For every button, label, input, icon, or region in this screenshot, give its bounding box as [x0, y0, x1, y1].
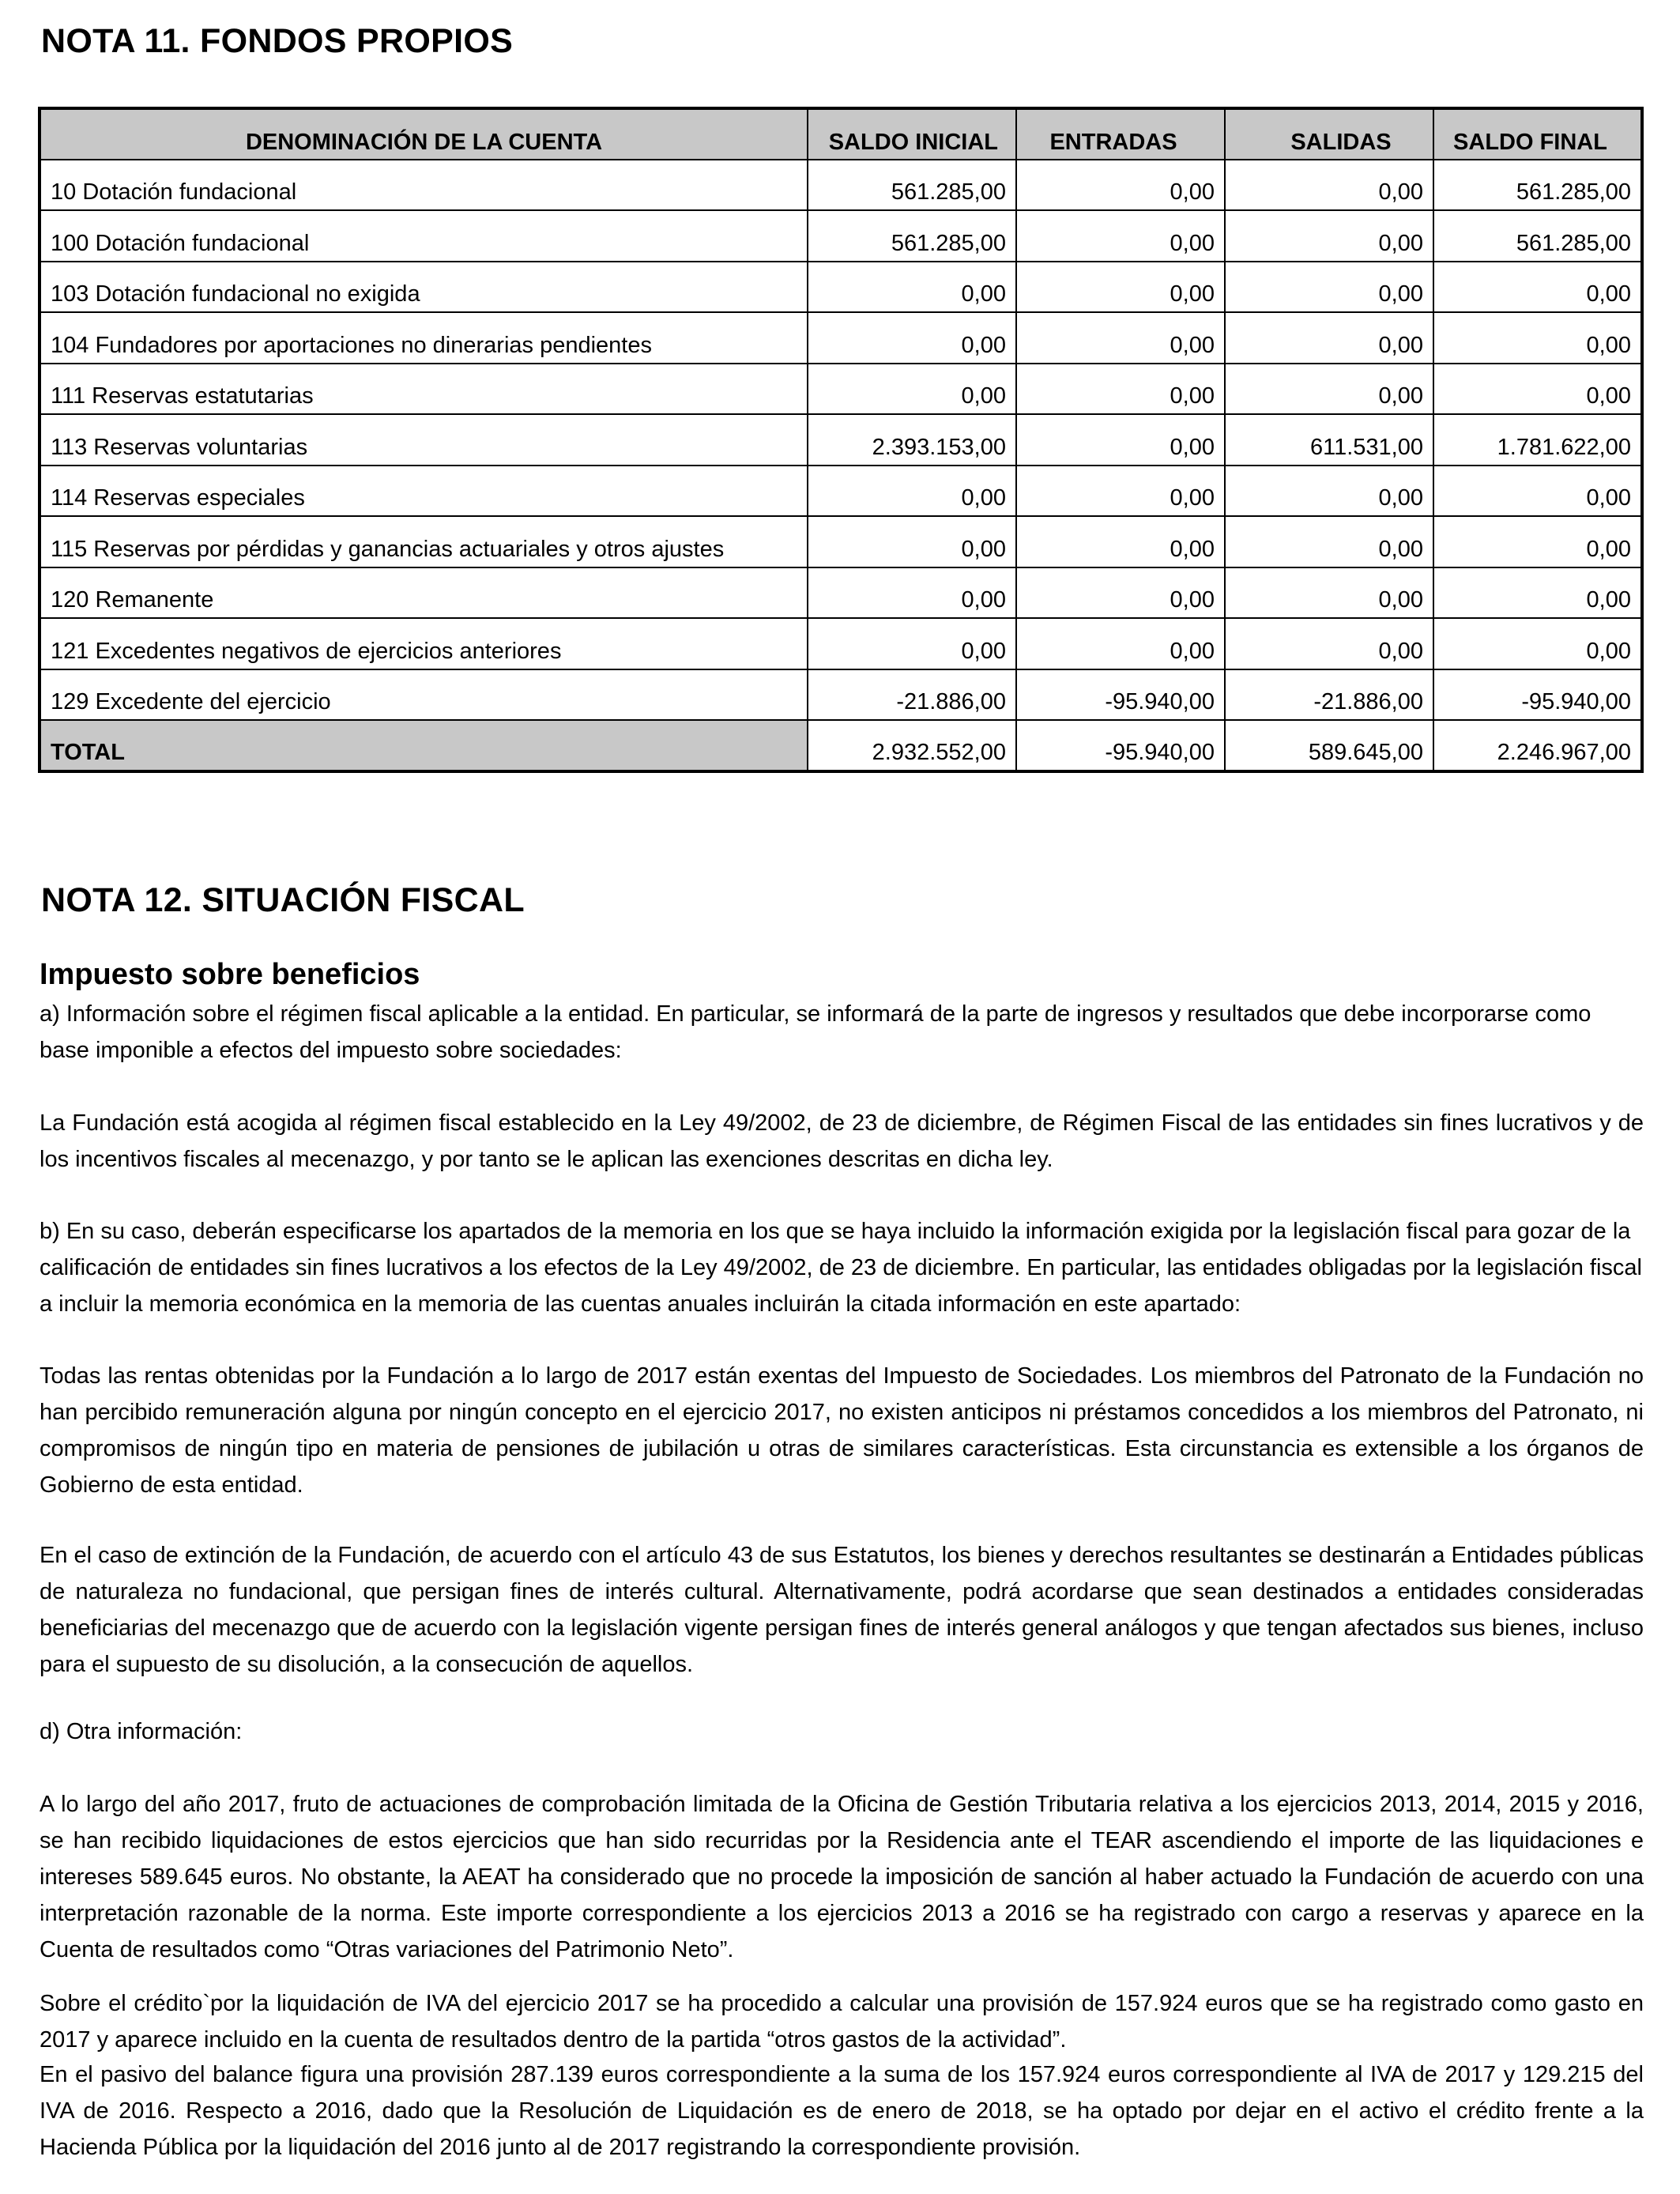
column-header-saldo-final: SALDO FINAL [1433, 108, 1642, 160]
cell-saldo-final: 0,00 [1433, 516, 1642, 567]
cell-denominacion: 120 Remanente [40, 567, 808, 619]
cell-salidas: 0,00 [1225, 210, 1433, 262]
table-row [40, 567, 1642, 619]
cell-saldo-inicial: 0,00 [808, 567, 1016, 619]
cell-saldo-inicial: 0,00 [808, 312, 1016, 364]
cell-salidas: 0,00 [1225, 160, 1433, 211]
total-cell-saldo-final: 2.246.967,00 [1433, 720, 1642, 771]
cell-entradas: 0,00 [1016, 262, 1225, 313]
table-row [40, 414, 1642, 466]
cell-entradas: 0,00 [1016, 160, 1225, 211]
paragraph-b-apartados: b) En su caso, deberán especificarse los apartados de la memoria en los que se haya incluido la información exigida por la legislación fiscal para gozar de la calificación de entidades sin fines lucrativos a los efectos de la Ley 49/2002, de 23 de diciembre. En particular, las entidades obligadas por la legislación fiscal a incluir la memoria económica en la memoria de las cuentas anuales incluirán la citada información en este apartado: [40, 1219, 1642, 1317]
cell-salidas: 0,00 [1225, 262, 1433, 313]
section-title-nota-12: NOTA 12. SITUACIÓN FISCAL [41, 881, 525, 919]
cell-saldo-inicial: 0,00 [808, 364, 1016, 415]
column-header-saldo-inicial: SALDO INICIAL [808, 108, 1016, 160]
cell-salidas: 0,00 [1225, 567, 1433, 619]
paragraph-rentas-exentas: Todas las rentas obtenidas por la Fundación a lo largo de 2017 están exentas del Impuesto de Sociedades. Los miembros del Patronato de la Fundación no han percibido remuneración alguna por ningún concepto en el ejercicio 2017, no existen anticipos ni préstamos concedidos a los miembros del Patronato, ni compromisos de ningún tipo en materia de pensiones de jubilación u otras de similares características. Esta circunstancia es extensible a los órganos de Gobierno de esta entidad. [40, 1363, 1644, 1498]
paragraph-liquidaciones: A lo largo del año 2017, fruto de actuaciones de comprobación limitada de la Oficina de Gestión Tributaria relativa a los ejercicios 2013, 2014, 2015 y 2016, se han recibido liquidaciones de estos ejercicios que han sido recurridas por la Residencia ante el TEAR ascendiendo el importe de las liquidaciones e intereses 589.645 euros. No obstante, la AEAT ha considerado que no procede la imposición de sanción al haber actuado la Fundación de acuerdo con una interpretación razonable de la norma. Este importe correspondiente a los ejercicios 2013 a 2016 se ha registrado con cargo a reservas y aparece en la Cuenta de resultados como “Otras variaciones del Patrimonio Neto”. [40, 1792, 1644, 1962]
cell-saldo-inicial: 0,00 [808, 262, 1016, 313]
cell-salidas: 0,00 [1225, 312, 1433, 364]
column-header-denominacion: DENOMINACIÓN DE LA CUENTA [40, 108, 808, 160]
cell-entradas: 0,00 [1016, 364, 1225, 415]
table-row [40, 364, 1642, 415]
column-header-salidas: SALIDAS [1225, 108, 1433, 160]
cell-denominacion: 104 Fundadores por aportaciones no dinerarias pendientes [40, 312, 808, 364]
cell-entradas: 0,00 [1016, 210, 1225, 262]
cell-salidas: 0,00 [1225, 364, 1433, 415]
cell-saldo-final: 0,00 [1433, 312, 1642, 364]
cell-entradas: 0,00 [1016, 312, 1225, 364]
table-header-row [40, 108, 1642, 160]
cell-denominacion: 113 Reservas voluntarias [40, 414, 808, 466]
cell-salidas: 0,00 [1225, 618, 1433, 669]
cell-salidas: 0,00 [1225, 516, 1433, 567]
cell-salidas: -21.886,00 [1225, 669, 1433, 721]
total-cell-salidas: 589.645,00 [1225, 720, 1433, 771]
paragraph-credito-iva: Sobre el crédito`por la liquidación de IVA del ejercicio 2017 se ha procedido a calcular una provisión de 157.924 euros que se ha registrado como gasto en 2017 y aparece incluido en la cuenta de resultados dentro de la partida “otros gastos de la actividad”. [40, 1991, 1644, 2053]
table-total-row [40, 720, 1642, 771]
cell-denominacion: 121 Excedentes negativos de ejercicios anteriores [40, 618, 808, 669]
paragraph-a-info-regimen: a) Información sobre el régimen fiscal aplicable a la entidad. En particular, se informará de la parte de ingresos y resultados que debe incorporarse como base imponible a efectos del impuesto sobre sociedades: [40, 1001, 1591, 1063]
total-cell-denominacion: TOTAL [40, 720, 808, 771]
cell-entradas: 0,00 [1016, 618, 1225, 669]
cell-saldo-final: 561.285,00 [1433, 160, 1642, 211]
total-cell-saldo-inicial: 2.932.552,00 [808, 720, 1016, 771]
table-row [40, 160, 1642, 211]
table-row [40, 312, 1642, 364]
cell-saldo-inicial: 561.285,00 [808, 210, 1016, 262]
total-cell-entradas: -95.940,00 [1016, 720, 1225, 771]
cell-saldo-final: 0,00 [1433, 567, 1642, 619]
cell-denominacion: 129 Excedente del ejercicio [40, 669, 808, 721]
cell-saldo-inicial: -21.886,00 [808, 669, 1016, 721]
cell-entradas: 0,00 [1016, 567, 1225, 619]
fondos-propios-table [38, 107, 1644, 773]
cell-saldo-final: -95.940,00 [1433, 669, 1642, 721]
cell-saldo-final: 1.781.622,00 [1433, 414, 1642, 466]
table-row [40, 210, 1642, 262]
subsection-title-impuesto: Impuesto sobre beneficios [40, 958, 420, 991]
cell-entradas: 0,00 [1016, 414, 1225, 466]
cell-entradas: 0,00 [1016, 466, 1225, 517]
paragraph-d-otra-info: d) Otra información: [40, 1719, 243, 1744]
cell-salidas: 611.531,00 [1225, 414, 1433, 466]
cell-saldo-inicial: 2.393.153,00 [808, 414, 1016, 466]
cell-saldo-inicial: 561.285,00 [808, 160, 1016, 211]
table-row [40, 618, 1642, 669]
section-title-nota-11: NOTA 11. FONDOS PROPIOS [41, 22, 514, 60]
cell-entradas: 0,00 [1016, 516, 1225, 567]
cell-denominacion: 111 Reservas estatutarias [40, 364, 808, 415]
cell-saldo-inicial: 0,00 [808, 466, 1016, 517]
cell-saldo-inicial: 0,00 [808, 516, 1016, 567]
cell-salidas: 0,00 [1225, 466, 1433, 517]
table-row [40, 466, 1642, 517]
paragraph-extincion: En el caso de extinción de la Fundación, de acuerdo con el artículo 43 de sus Estatutos, los bienes y derechos resultantes se destinarán a Entidades públicas de naturaleza no fundacional, que persigan fines de interés cultural. Alternativamente, podrá acordarse que sean destinados a entidades consideradas beneficiarias del mecenazgo que de acuerdo con la legislación vigente persigan fines de interés general análogos y que tengan afectados sus bienes, incluso para el supuesto de su disolución, a la consecución de aquellos. [40, 1543, 1644, 1677]
cell-denominacion: 114 Reservas especiales [40, 466, 808, 517]
cell-saldo-final: 0,00 [1433, 618, 1642, 669]
cell-saldo-inicial: 0,00 [808, 618, 1016, 669]
cell-saldo-final: 0,00 [1433, 262, 1642, 313]
paragraph-regimen-ley: La Fundación está acogida al régimen fiscal establecido en la Ley 49/2002, de 23 de diciembre, de Régimen Fiscal de las entidades sin fines lucrativos y de los incentivos fiscales al mecenazgo, y por tanto se le aplican las exenciones descritas en dicha ley. [40, 1110, 1644, 1172]
cell-denominacion: 103 Dotación fundacional no exigida [40, 262, 808, 313]
paragraph-pasivo-balance: En el pasivo del balance figura una provisión 287.139 euros correspondiente a la suma de los 157.924 euros correspondiente al IVA de 2017 y 129.215 del IVA de 2016. Respecto a 2016, dado que la Resolución de Liquidación es de enero de 2018, se ha optado por dejar en el activo el crédito frente a la Hacienda Pública por la liquidación del 2016 junto al de 2017 registrando la correspondiente provisión. [40, 2062, 1644, 2160]
cell-saldo-final: 0,00 [1433, 466, 1642, 517]
cell-denominacion: 115 Reservas por pérdidas y ganancias actuariales y otros ajustes [40, 516, 808, 567]
cell-saldo-final: 0,00 [1433, 364, 1642, 415]
column-header-entradas: ENTRADAS [1016, 108, 1225, 160]
cell-saldo-final: 561.285,00 [1433, 210, 1642, 262]
table-row [40, 262, 1642, 313]
table-row [40, 669, 1642, 721]
cell-entradas: -95.940,00 [1016, 669, 1225, 721]
table-row [40, 516, 1642, 567]
cell-denominacion: 100 Dotación fundacional [40, 210, 808, 262]
cell-denominacion: 10 Dotación fundacional [40, 160, 808, 211]
